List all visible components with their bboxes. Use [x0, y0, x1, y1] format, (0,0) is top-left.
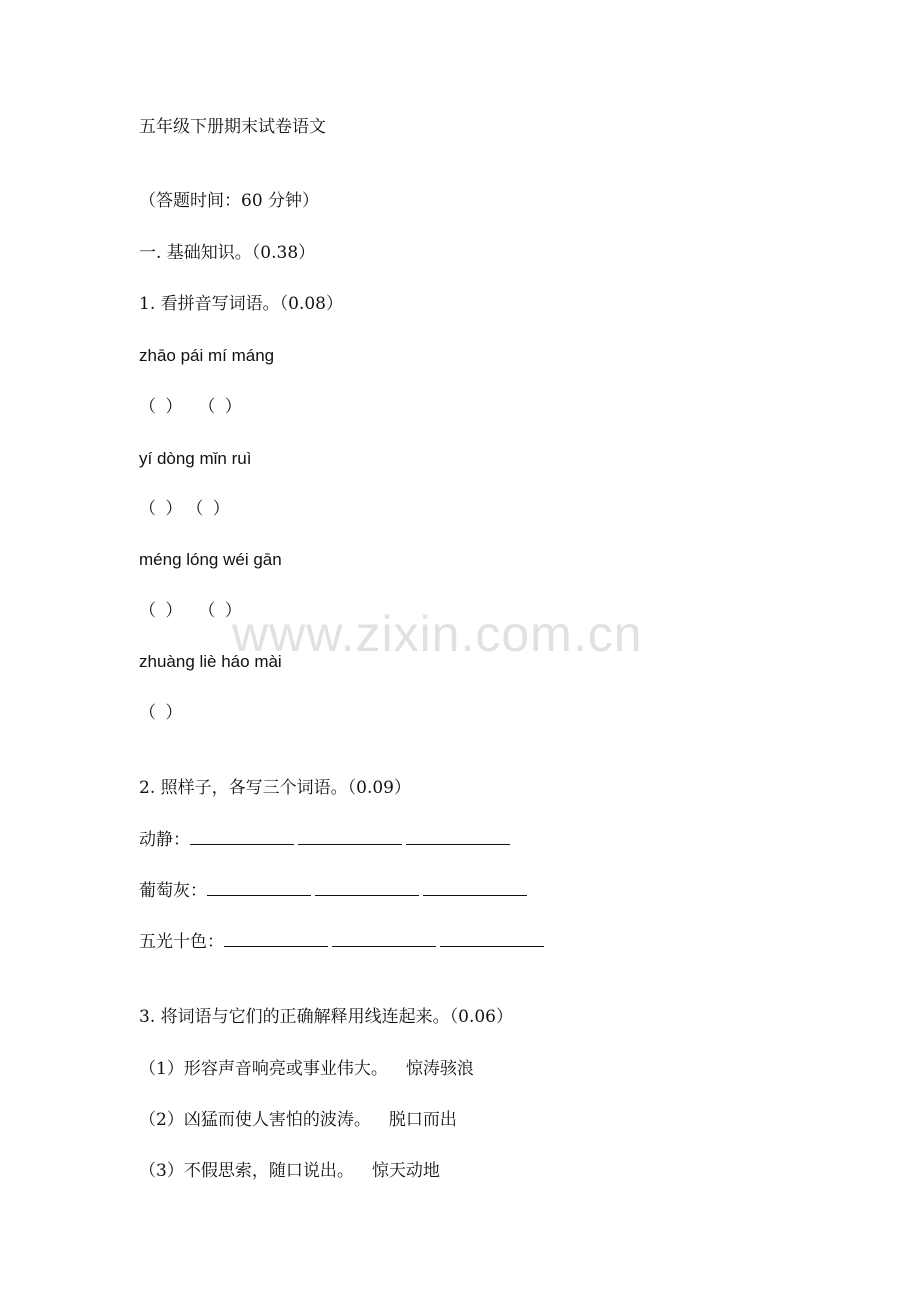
answer-box[interactable]: （ ）: [139, 601, 185, 621]
answer-blank[interactable]: [423, 894, 527, 896]
definition-text: （2）凶猛而使人害怕的波涛。: [139, 1110, 371, 1130]
answer-box[interactable]: （ ）: [139, 397, 185, 417]
question-3-heading: 3. 将词语与它们的正确解释用线连起来。（0.06）: [139, 1007, 513, 1027]
answer-blank[interactable]: [224, 945, 328, 947]
match-row-2: [139, 1109, 457, 1131]
definition-text: （1）形容声音响亮或事业伟大。: [139, 1059, 388, 1079]
example-row-1: [139, 829, 514, 851]
example-row-3: [139, 931, 548, 953]
answer-blank[interactable]: [406, 843, 510, 845]
example-label: 葡萄灰：: [139, 881, 207, 901]
answer-blank[interactable]: [315, 894, 419, 896]
pinyin-row-4: zhuàng liè háo mài: [139, 652, 282, 671]
definition-text: （3）不假思索，随口说出。: [139, 1161, 354, 1181]
answer-box-row-4: [139, 702, 184, 724]
watermark: www.zixin.com.cn: [232, 606, 643, 662]
pinyin-row-2: yí dòng mǐn ruì: [139, 449, 252, 468]
match-row-1: [139, 1058, 474, 1080]
answer-blank[interactable]: [190, 843, 294, 845]
answer-box[interactable]: （ ）: [139, 703, 185, 723]
answer-box[interactable]: （ ）: [198, 397, 244, 417]
example-label: 动静：: [139, 830, 190, 850]
answer-blank[interactable]: [332, 945, 436, 947]
section-heading: 一. 基础知识。（0.38）: [139, 243, 316, 263]
answer-box[interactable]: （ ）: [198, 601, 244, 621]
example-row-2: [139, 880, 531, 902]
match-word: 脱口而出: [388, 1110, 457, 1130]
answer-box[interactable]: （ ）: [186, 499, 232, 519]
question-1-heading: 1. 看拼音写词语。（0.08）: [139, 294, 343, 314]
pinyin-row-3: méng lóng wéi gān: [139, 550, 282, 569]
answer-box-row-2: [139, 498, 232, 520]
answer-box-row-1: [139, 396, 244, 418]
answer-blank[interactable]: [298, 843, 402, 845]
answer-box[interactable]: （ ）: [139, 499, 185, 519]
answer-blank[interactable]: [440, 945, 544, 947]
question-2-heading: 2. 照样子，各写三个词语。（0.09）: [139, 778, 411, 798]
pinyin-row-1: zhāo pái mí máng: [139, 346, 275, 365]
example-label: 五光十色：: [139, 932, 224, 952]
answer-blank[interactable]: [207, 894, 311, 896]
match-word: 惊涛骇浪: [405, 1059, 474, 1079]
page-title: 五年级下册期末试卷语文: [139, 117, 326, 137]
time-note: （答题时间：60 分钟）: [139, 191, 320, 211]
answer-box-row-3: [139, 600, 244, 622]
match-row-3: [139, 1160, 440, 1182]
match-word: 惊天动地: [371, 1161, 440, 1181]
